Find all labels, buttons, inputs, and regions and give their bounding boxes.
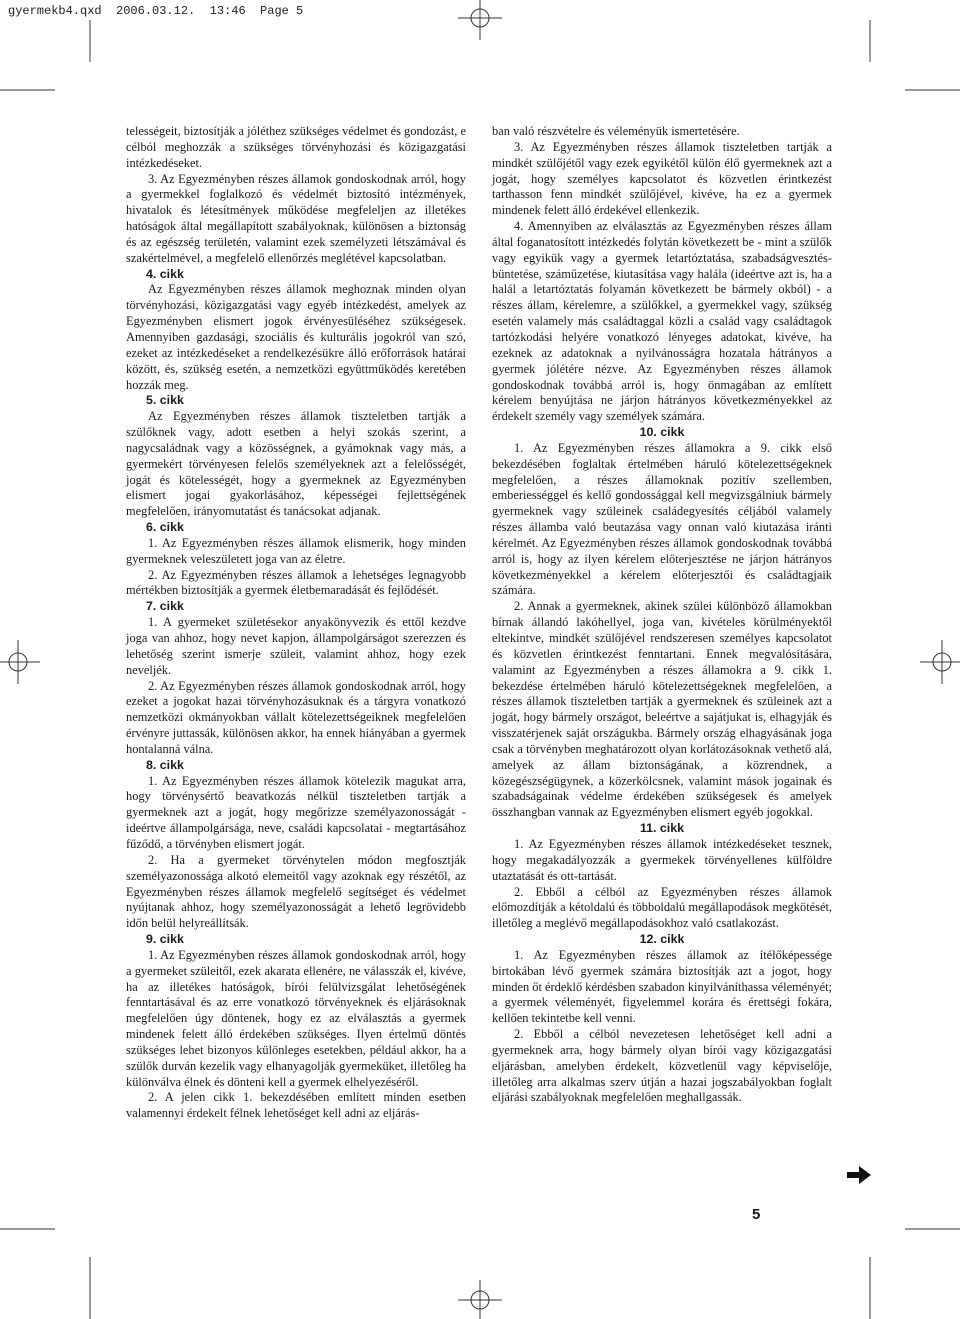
article-heading: 4. cikk: [146, 266, 184, 281]
paragraph: 1. Az Egyezményben részes államok az ítélőképessége birtokában lévő gyermek számára biztosítják azt a jogot, hogy minden őt érdeklő kérdésben szabadon kinyilváníthassa véleményét; a gyermek véleményét, figyelemmel korára és érettségi fokára, kellően tekintetbe kell venni.: [492, 947, 832, 1026]
crosshair-icon: [458, 1280, 502, 1319]
article-heading: 5. cikk: [146, 393, 184, 408]
paragraph: 2. Ebből a célból az Egyezményben részes államok előmozdítják a kétoldalú és többoldalú megállapodások megkötését, illetőleg a meglévő megállapodásokhoz való csatlakozást.: [492, 884, 832, 931]
article-heading: 10. cikk: [639, 425, 685, 440]
paragraph: Az Egyezményben részes államok meghoznak minden olyan törvényhozási, közigazgatási vagy egyéb intézkedést, amelyek az Egyezményben elismert jogok érvényesüléséhez szükségesek. Amennyiben gazdasági, szociális és kulturális jogokról van szó, ezeket az intézkedéseket a rendelkezésükre álló erőforrások határai között, és, szükség esetén, a nemzetközi együttműködés keretében hozzák meg.: [126, 282, 466, 392]
paragraph: 2. Ha a gyermeket törvénytelen módon megfosztják személyazonossága alkotó elemeitől vagy azoknak egy részétől, az Egyezményben részes államok megfelelő segítséget és védelmet nyújtanak ahhoz, hogy személyazonosságát a lehető legrövidebb időn belül helyreállítsák.: [126, 852, 466, 931]
paragraph: 3. Az Egyezményben részes államok tiszteletben tartják a mindkét szülőjétől vagy ezek egyikétől külön élő gyermeknek azt a jogát, hogy személyes kapcsolatot és közvetlen érintkezést tarthasson fenn mindkét szülőjével, kivéve, ha ez a gyermek mindenek felett álló érdekével ellenkezik.: [492, 139, 832, 218]
paragraph: 1. A gyermeket születésekor anyakönyvezik és ettől kezdve joga van ahhoz, hogy nevet kapjon, állampolgárságot szerezzen és lehetőség szerint ismerje szüleit, valamint ahhoz, hogy ezek neveljék.: [126, 615, 466, 677]
article-heading: 6. cikk: [146, 520, 184, 535]
right-text-column: [492, 124, 832, 1106]
crosshair-icon: [458, 0, 502, 40]
page-number: 5: [752, 1206, 761, 1223]
paragraph: 2. Annak a gyermeknek, akinek szülei különböző államokban bírnak állandó lakóhellyel, joga van, kivételes körülményektől eltekintve, mindkét szülőjével rendszeresen személyes kapcsolatot és közvetlen érintkezést fenntartani. Ennek megvalósítására, valamint az Egyezményben a részes államokra a 9. cikk 1. bekezdése értelmében háruló kötelezettségeknek megfelelően, a részes államok tiszteletben tartják a gyermeknek és szüleinek azt a jogát, hogy bármely országot, beleértve a sajátjukat is, elhagyják és visszatérjenek saját országukba. Bármely ország elhagyásának joga csak a törvényben meghatározott olyan korlátozásoknak vethető alá, amelyek az állam biztonságának, a közrendnek, a közegészségügynek, a közerkölcsnek, valamint mások jogainak és szabadságainak védelme érdekében szükségesek és amelyek összhangban vannak az Egyezményben elismert egyéb jogokkal.: [492, 599, 832, 820]
paragraph: ban való részvételre és véleményük ismertetésére.: [492, 124, 740, 138]
paragraph: telességeit, biztosítják a jóléthez szükséges védelmet és gondozást, e célból meghozzák a szükséges törvényhozási és közigazgatási intézkedéseket.: [126, 124, 466, 170]
crop-mark-bottom-left: [0, 1209, 110, 1319]
crosshair-icon: [0, 640, 40, 684]
paragraph: 2. A jelen cikk 1. bekezdésében említett minden esetben valamennyi érdekelt félnek lehetőséget kell adni az eljárás-: [126, 1090, 466, 1121]
crop-mark-top-right: [850, 0, 960, 110]
article-heading: 7. cikk: [146, 599, 184, 614]
article-heading: 11. cikk: [639, 821, 685, 836]
crop-mark-bottom-right: [850, 1209, 960, 1319]
paragraph: Az Egyezményben részes államok tiszteletben tartják a szülőknek vagy, adott esetben a helyi szokás szerint, a nagycsaládnak vagy a közösségnek, a gyámoknak vagy más, a gyermekért törvényesen felelős személyeknek azt a felelősségét, jogát és kötelességét, hogy a gyermeknek az Egyezményben elismert jogai gyakorlásához, képességei fejlettségének megfelelően, irányomutatást és tanácsokat adjanak.: [126, 409, 466, 519]
paragraph: 1. Az Egyezményben részes államok kötelezik magukat arra, hogy törvénysértő beavatkozás nélkül tiszteletben tartják a gyermeknek azt a jogát, hogy megőrizze személyazonosságát - ideértve állampolgársága, neve, családi kapcsolatai - megtartásához fűződő, a törvényben elismert jogát.: [126, 773, 466, 851]
paragraph: 2. Az Egyezményben részes államok a lehetséges legnagyobb mértékben biztosítják a gyermek életbemaradását és fejlődését.: [126, 567, 466, 598]
article-heading: 8. cikk: [146, 757, 184, 772]
paragraph: 2. Az Egyezményben részes államok gondoskodnak arról, hogy ezeket a jogokat hazai törvényhozásuknak és a tárgyra vonatkozó nemzetközi okmányokban vállalt kötelezettségeiknek megfelelően érvényre juttassák, különösen akkor, ha ennek hiányában a gyermek hontalanná válna.: [126, 678, 466, 756]
article-heading: 12. cikk: [639, 932, 685, 947]
left-text-column: [126, 124, 466, 1122]
paragraph: 1. Az Egyezményben részes államok gondoskodnak arról, hogy a gyermeket szüleitől, ezek akarata ellenére, ne válasszák el, kivéve, ha az illetékes hatóságok, bírói felülvizsgálat lehetőségének fenntartásával és az erre vonatkozó törvényeknek és eljárásoknak megfelelően úgy döntenek, hogy ez az elválasztás a gyermek mindenek felett álló érdekében szükséges. Ilyen értelmű döntés szükséges lehet bizonyos különleges esetekben, például akkor, ha a szülők durván kezelik vagy elhanyagolják gyermeküket, illetőleg ha különválva élnek és dönteni kell a gyermek elhelyezéséről.: [126, 947, 466, 1089]
crop-mark-top-left: [0, 0, 110, 110]
article-heading: 9. cikk: [146, 932, 184, 947]
paragraph: 1. Az Egyezményben részes államokra a 9. cikk első bekezdésében foglaltak értelmében háruló kötelezettségeknek megfelelően, a részes államoknak pozitív szellemben, emberiességgel és kellő gondossággal kell megvizsgálniuk bármely gyermeknek vagy szüleinek családegyesítés céljából valamely részes államba való beutazása vagy onnan való kiutazása iránti kérelmét. Az Egyezményben részes államok gondoskodnak továbbá arról is, hogy az ilyen kérelem előterjesztése ne járjon hátrányos következményekkel a kérelem előterjesztői és családtagjaik számára.: [492, 440, 832, 598]
paragraph: 2. Ebből a célból nevezetesen lehetőséget kell adni a gyermeknek arra, hogy bármely olyan bírói vagy közigazgatási eljárásban, amelyben érdekelt, közvetlenül vagy képviselője, illetőleg arra alkalmas szerv útján a hazai jogszabályokban foglalt eljárási szabályoknak megfelelően meghallgassák.: [492, 1027, 832, 1105]
crosshair-icon: [920, 640, 960, 684]
paragraph: 1. Az Egyezményben részes államok intézkedéseket tesznek, hogy megakadályozzák a gyermekek törvényellenes külföldre utaztatását és ott-tartását.: [492, 836, 832, 883]
print-slug: gyermekb4.qxd 2006.03.12. 13:46 Page 5: [8, 4, 304, 18]
paragraph: 3. Az Egyezményben részes államok gondoskodnak arról, hogy a gyermekkel foglalkozó és védelmét biztosító intézmények, hivatalok és létesítmények működése megfeleljen az illetékes hatóságok által megállapított szabályoknak, különösen a biztonság és az egészség területén, valamint ezek személyzeti létszámával és szakértelmével, a megfelelő ellenőrzés meglétével kapcsolatban.: [126, 171, 466, 265]
paragraph: 4. Amennyiben az elválasztás az Egyezményben részes állam által foganatosított intézkedés folytán következett be - mint a szülők vagy egyikük vagy a gyermek letartóztatása, szabadságvesztés-büntetése, száműzetése, kiutasítása vagy halála (ideértve azt is, ha a halál a letartóztatás folyamán következett be bármely okból) - a részes állam, kérelemre, a szülőkkel, a gyermekkel vagy, szükség esetén valamely más családtaggal közli a család vagy családtagok tartózkodási helyére vonatkozó lényeges adatokat, kivéve, ha ezeknek az adatoknak a nyilvánosságra hozatala hátrányos a gyermek jólétére nézve. Az Egyezményben részes államok gondoskodnak továbbá arról is, hogy önmagában az említett kérelem benyújtása ne járjon hátrányos következményekkel az érdekelt személy vagy személyek számára.: [492, 219, 832, 424]
paragraph: 1. Az Egyezményben részes államok elismerik, hogy minden gyermeknek veleszületett joga van az életre.: [126, 535, 466, 566]
right-arrow-icon: [846, 1164, 872, 1186]
